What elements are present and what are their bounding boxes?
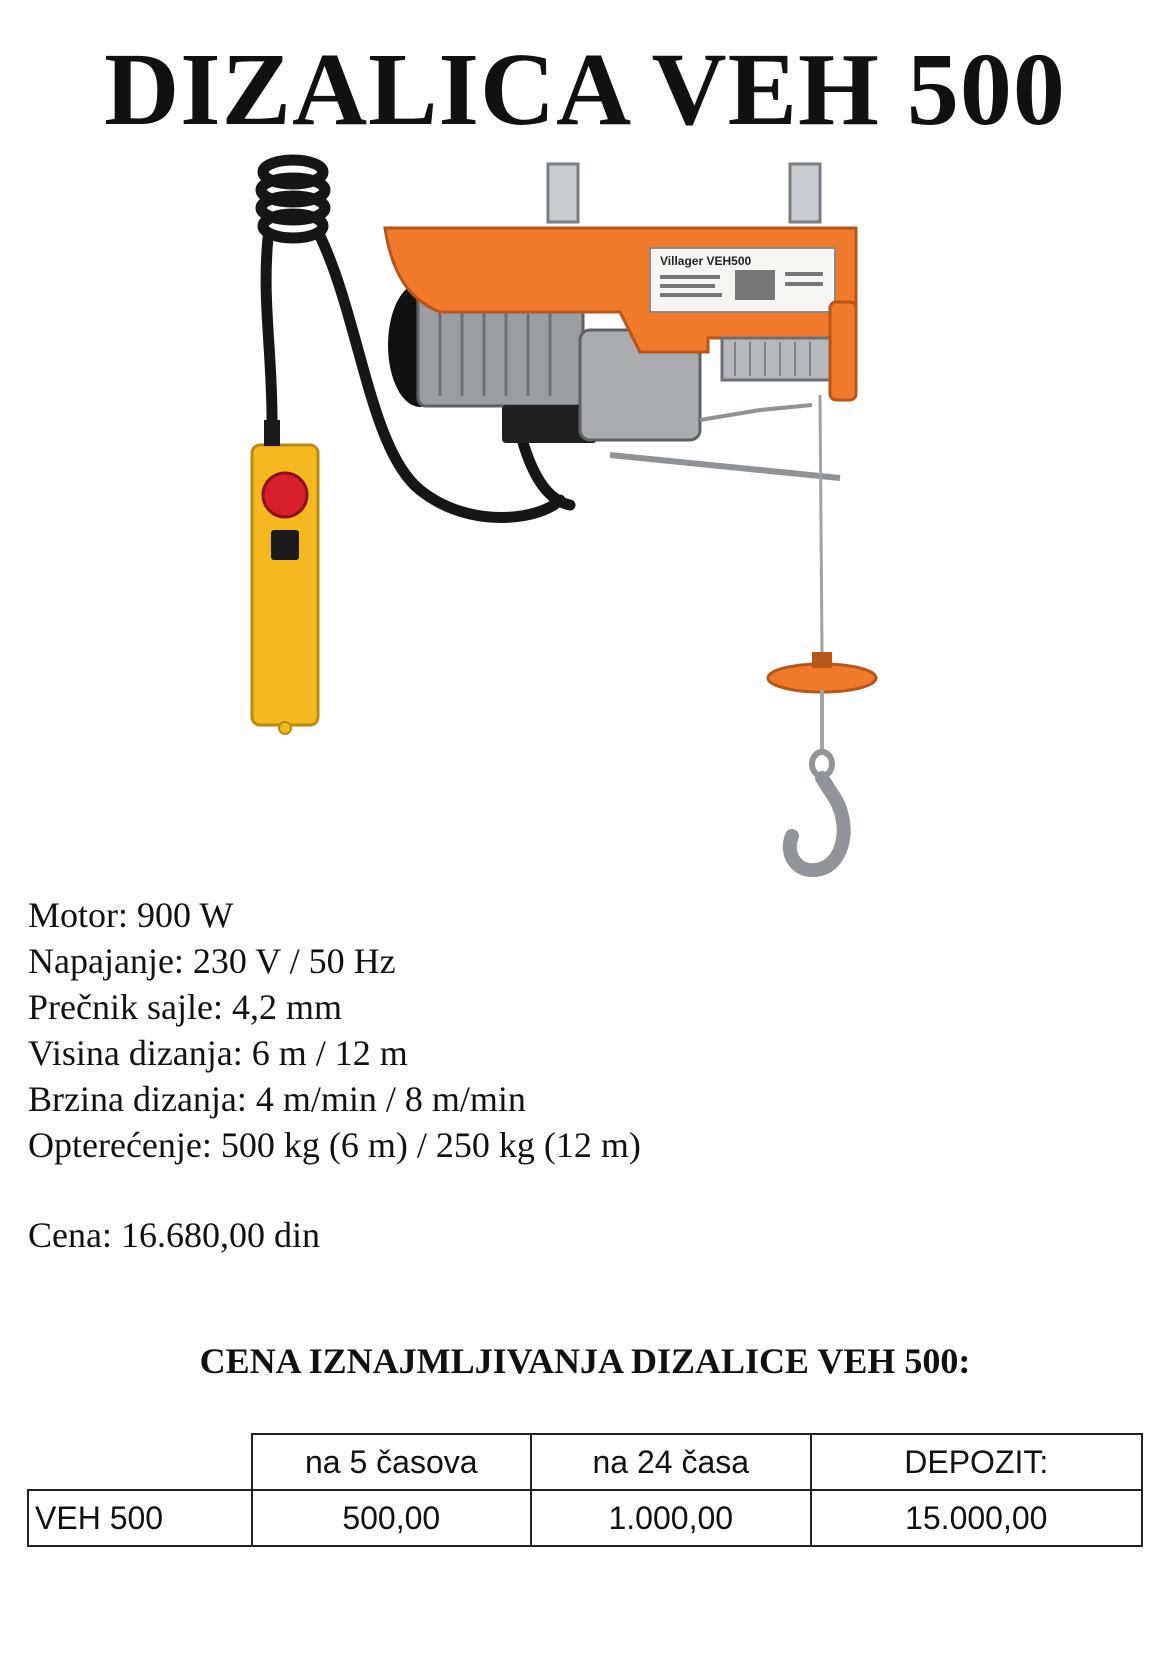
header-deposit: DEPOZIT: <box>811 1434 1142 1490</box>
spec-load: Opterećenje: 500 kg (6 m) / 250 kg (12 m) <box>28 1125 641 1165</box>
spec-list <box>28 892 641 1168</box>
weight-disc <box>768 664 876 692</box>
hoist-image <box>220 148 910 888</box>
deposit-amount: 15.000,00 <box>811 1490 1142 1546</box>
header-24-hours: na 24 časa <box>531 1434 811 1490</box>
pendant-button <box>271 530 299 560</box>
spec-power-supply: Napajanje: 230 V / 50 Hz <box>28 941 396 981</box>
price: Cena: 16.680,00 din <box>28 1215 320 1255</box>
spec-rope-diameter: Prečnik sajle: 4,2 mm <box>28 987 342 1027</box>
table-row <box>28 1490 1142 1546</box>
limit-lever <box>610 455 840 478</box>
bracket-right <box>790 164 820 222</box>
hook-icon <box>790 752 844 870</box>
table-corner-cell <box>28 1434 252 1490</box>
spec-motor: Motor: 900 W <box>28 895 234 935</box>
beam-end-cap <box>830 302 856 400</box>
rental-table <box>27 1433 1143 1547</box>
rental-title: CENA IZNAJMLJIVANJA DIZALICE VEH 500: <box>199 1341 971 1381</box>
price-24-hours: 1.000,00 <box>531 1490 811 1546</box>
emergency-stop-button <box>263 473 307 517</box>
row-model: VEH 500 <box>28 1490 252 1546</box>
page-title: DIZALICA VEH 500 <box>104 32 1066 147</box>
spec-lift-speed: Brzina dizanja: 4 m/min / 8 m/min <box>28 1079 526 1119</box>
table-header-row <box>28 1434 1142 1490</box>
bracket-left <box>548 164 578 222</box>
cable-drum <box>722 338 832 380</box>
wire-rope <box>820 395 822 655</box>
svg-text:Villager VEH500: Villager VEH500 <box>660 254 752 268</box>
price-5-hours: 500,00 <box>252 1490 531 1546</box>
header-5-hours: na 5 časova <box>252 1434 531 1490</box>
spec-lift-height: Visina dizanja: 6 m / 12 m <box>28 1033 408 1073</box>
